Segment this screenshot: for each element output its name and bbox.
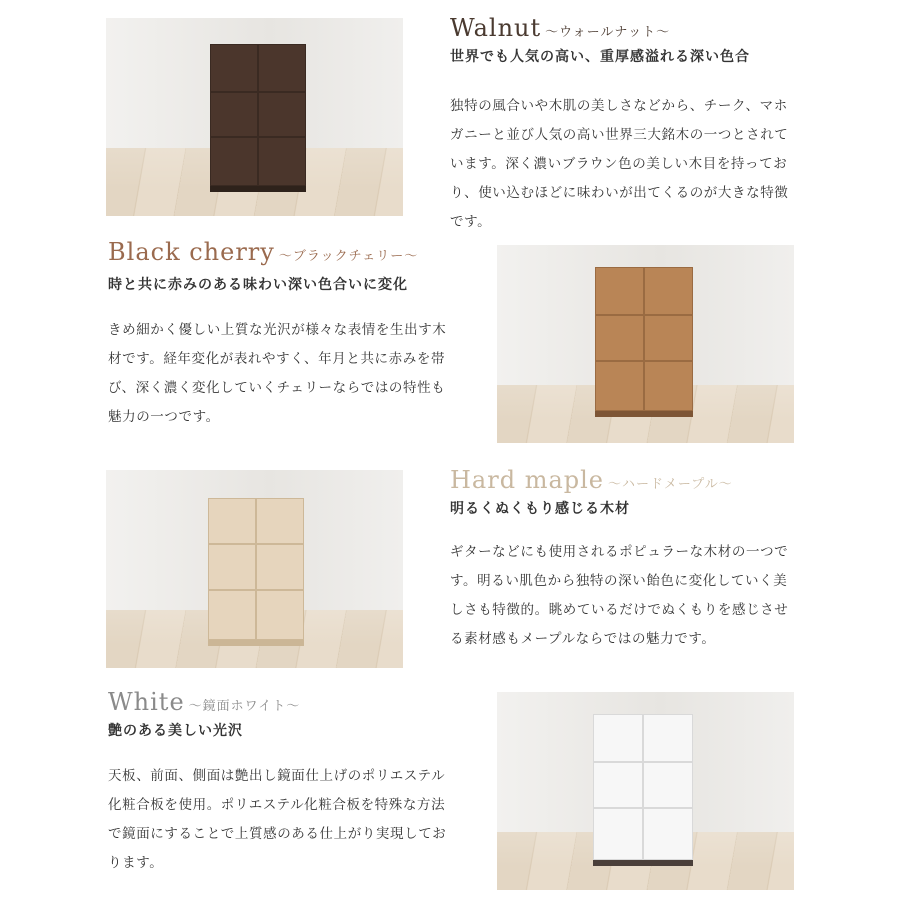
walnut-title	[450, 14, 670, 42]
cabinet-door	[644, 267, 693, 315]
cabinet-door	[256, 590, 304, 640]
cabinet-door	[210, 137, 258, 186]
cabinet-door	[593, 762, 643, 808]
cabinet-door	[258, 44, 306, 92]
white-name-jp: ～鏡面ホワイト～	[188, 699, 301, 714]
cabinet-door	[593, 808, 643, 860]
cabinet-door	[643, 808, 693, 860]
cabinet-door	[256, 544, 304, 590]
white-photo	[497, 692, 794, 890]
cabinet-door	[595, 361, 644, 411]
black-cherry-subtitle: 時と共に赤みのある味わい深い色合いに変化	[108, 277, 408, 293]
black-cherry-cabinet	[595, 267, 693, 417]
black-cherry-title	[108, 238, 418, 266]
cabinet-door	[208, 544, 256, 590]
cabinet-door	[258, 137, 306, 186]
cabinet-door	[208, 498, 256, 544]
hard-maple-name-en: Hard maple	[450, 466, 605, 494]
black-cherry-photo	[497, 245, 794, 443]
walnut-name-en: Walnut	[450, 14, 542, 42]
cabinet-door	[643, 714, 693, 762]
black-cherry-description: きめ細かく優しい上質な光沢が様々な表情を生出す木材です。経年変化が表れやすく、年月と共に赤みを帯び、深く濃く変化していくチェリーならではの特性も魅力の一つです。	[108, 322, 447, 425]
cabinet-door	[644, 361, 693, 411]
walnut-photo	[106, 18, 403, 216]
hard-maple-description: ギターなどにも使用されるポピュラーな木材の一つです。明るい肌色から独特の深い飴色に変化していく美しさも特徴的。眺めているだけでぬくもりを感じさせる素材感もメープルならではの魅力です。	[450, 544, 789, 647]
cabinet-door	[595, 315, 644, 361]
cabinet-door	[210, 92, 258, 137]
hard-maple-subtitle: 明るくぬくもり感じる木材	[450, 501, 630, 517]
hard-maple-photo	[106, 470, 403, 668]
white-description: 天板、前面、側面は艶出し鏡面仕上げのポリエステル化粧合板を使用。ポリエステル化粧合板を特殊な方法で鏡面にすることで上質感のある仕上がり実現しております。	[108, 768, 447, 871]
walnut-subtitle: 世界でも人気の高い、重厚感溢れる深い色合	[450, 49, 750, 65]
hard-maple-name-jp: ～ハードメープル～	[608, 477, 733, 492]
hard-maple-title	[450, 466, 733, 494]
white-subtitle: 艶のある美しい光沢	[108, 723, 243, 739]
white-cabinet	[593, 714, 693, 866]
cabinet-door	[593, 714, 643, 762]
cabinet-door	[210, 44, 258, 92]
walnut-cabinet	[210, 44, 306, 192]
white-name-en: White	[108, 688, 185, 716]
black-cherry-name-en: Black cherry	[108, 238, 275, 266]
cabinet-door	[644, 315, 693, 361]
black-cherry-name-jp: ～ブラックチェリー～	[278, 249, 419, 264]
walnut-name-jp: ～ウォールナット～	[545, 25, 671, 40]
cabinet-door	[258, 92, 306, 137]
hard-maple-cabinet	[208, 498, 304, 646]
white-title	[108, 688, 300, 716]
cabinet-door	[208, 590, 256, 640]
cabinet-door	[595, 267, 644, 315]
walnut-description: 独特の風合いや木肌の美しさなどから、チーク、マホガニーと並び人気の高い世界三大銘木の一つとされています。深く濃いブラウン色の美しい木目を持っており、使い込むほどに味わいが出てくるのが大きな特徴です。	[450, 98, 789, 230]
cabinet-door	[256, 498, 304, 544]
cabinet-door	[643, 762, 693, 808]
